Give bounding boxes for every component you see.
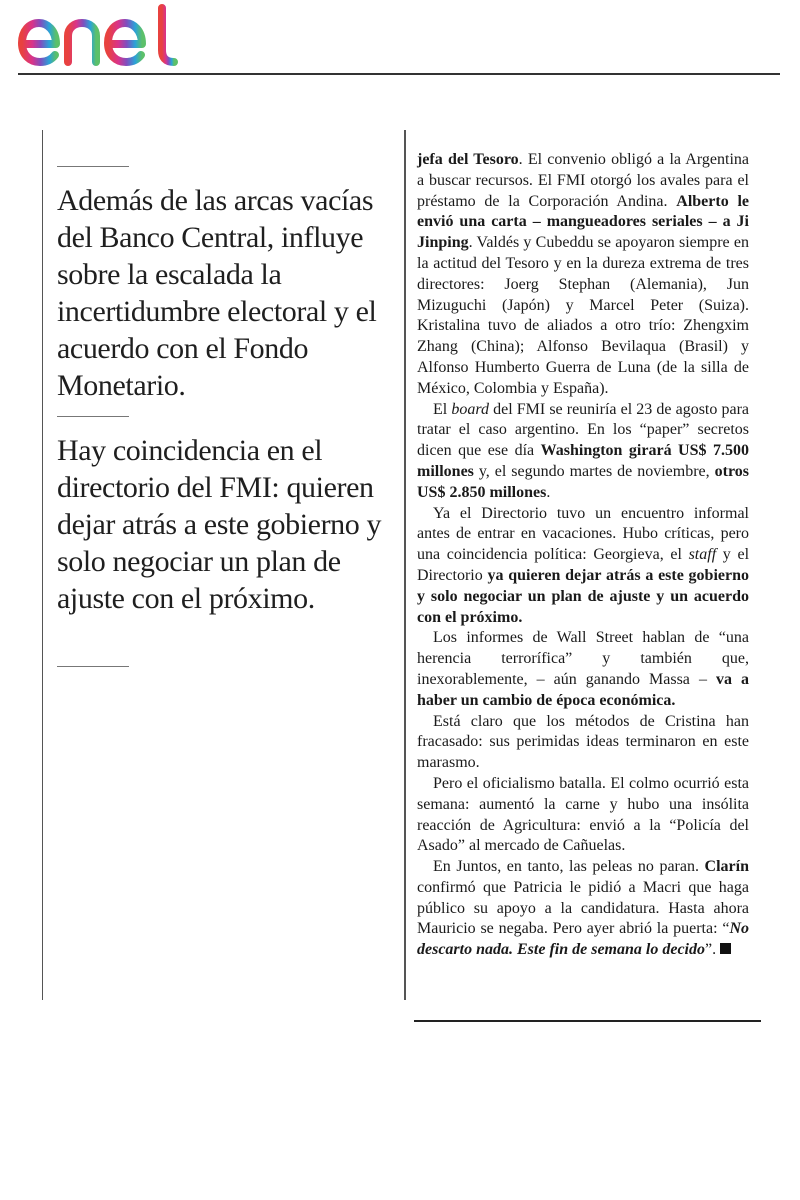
emphasis-text: No descarto nada. Este fin de semana lo decido bbox=[417, 920, 749, 959]
emphasis-text: otros US$ 2.850 millones bbox=[417, 462, 749, 501]
header-rule bbox=[18, 73, 780, 75]
pullquote-column bbox=[42, 130, 393, 1000]
article-body bbox=[417, 150, 749, 961]
italic-text: staff bbox=[688, 546, 717, 564]
pullquote-1: Además de las arcas vacías del Banco Central, influye sobre la escalada la incertidumbre electoral y el acuerdo con el Fondo Monetario. bbox=[57, 184, 377, 402]
body-text: y el Directorio bbox=[417, 546, 750, 584]
body-text: Está claro que los métodos de Cristina han fracasado: sus perimidas ideas terminaron en este marasmo. bbox=[417, 712, 749, 772]
enel-logo bbox=[16, 4, 182, 68]
emphasis-text: va a haber un cambio de época económica. bbox=[417, 670, 749, 709]
body-text: . El convenio obligó a la Argentina a buscar recursos. El FMI otorgó los avales para el préstamo de la Corporación Andina. bbox=[417, 151, 749, 210]
column-divider bbox=[404, 130, 406, 1000]
body-paragraph-last bbox=[417, 857, 749, 961]
body-text: . Valdés y Cubeddu se apoyaron siempre en la actitud del Tesoro y en la dureza extrema de tres directores: Joerg Stephan (Alemania), Jun Mizuguchi (Japón) y Marcel Peter (Suiza). Kristalina tuvo de aliados a otro trío: Zhengxim Zhang (China); Alfonso Bevilaqua (Brasil) y Alfonso Humberto Guerra de Luna (de la silla de México, Colombia y España). bbox=[417, 234, 749, 397]
body-text: Los informes de Wall Street hablan de “una herencia terrorífica” y también que, inexorablemente, – aún ganando Massa – bbox=[417, 629, 749, 688]
article-end-rule bbox=[414, 1020, 761, 1022]
end-of-article-square-icon bbox=[720, 943, 731, 954]
body-text: En Juntos, en tanto, las peleas no paran. bbox=[433, 858, 705, 876]
emphasis-text: Clarín bbox=[704, 858, 749, 876]
body-text: ”. bbox=[704, 941, 717, 959]
body-text: El bbox=[433, 400, 452, 418]
emphasis-text: ya quieren dejar atrás a este gobierno y solo negociar un plan de ajuste y un acuerdo con el próximo. bbox=[417, 566, 750, 626]
body-text: Ya el Directorio tuvo un encuentro informal antes de entrar en vacaciones. Hubo críticas, pero una coincidencia política: Georgieva, el bbox=[417, 504, 749, 564]
emphasis-text: jefa del Tesoro bbox=[417, 151, 519, 168]
pullquote-rule bbox=[57, 416, 129, 417]
body-paragraph bbox=[417, 712, 749, 774]
pullquote-2: Hay coincidencia en el directorio del FMI: quieren dejar atrás a este gobierno y solo negociar un plan de ajuste con el próximo. bbox=[57, 434, 382, 615]
page-header bbox=[0, 0, 800, 76]
body-paragraph bbox=[417, 504, 749, 629]
body-text: y, el segundo martes de noviembre, bbox=[473, 462, 715, 480]
body-text: del FMI se reuniría el 23 de agosto para tratar el caso argentino. En los “paper” secretos dicen que ese día bbox=[417, 400, 750, 460]
pullquote-rule bbox=[57, 166, 129, 167]
body-paragraph bbox=[417, 400, 749, 504]
body-text: confirmó que Patricia le pidió a Macri que haga público su apoyo a la candidatura. Hasta ahora Mauricio se negaba. Pero ayer abrió la puerta: “ bbox=[417, 878, 749, 938]
body-paragraph bbox=[417, 150, 749, 400]
emphasis-text: Washington girará US$ 7.500 millones bbox=[417, 442, 749, 480]
body-text: Pero el oficialismo batalla. El colmo ocurrió esta semana: aumentó la carne y hubo una insólita reacción de Agricultura: envió a la “Policía del Asado” al mercado de Cañuelas. bbox=[417, 774, 749, 855]
pullquote-rule bbox=[57, 666, 129, 667]
emphasis-text: Alberto le envió una carta – mangueadores seriales – a Ji Jinping bbox=[417, 192, 749, 252]
body-paragraph bbox=[417, 628, 749, 711]
italic-text: board bbox=[451, 400, 489, 418]
body-paragraph bbox=[417, 774, 749, 857]
body-text: . bbox=[546, 483, 551, 501]
